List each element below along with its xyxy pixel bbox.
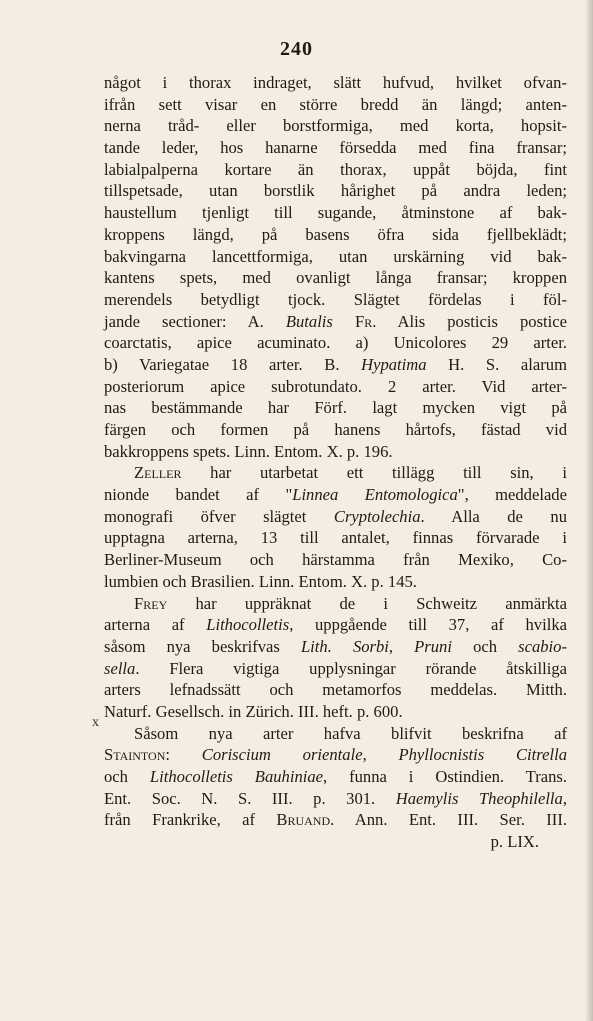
text-line: Naturf. Gesellsch. in Zürich. III. heft. p. 600. [104, 701, 403, 721]
text-line: ifrån sett visar en större bredd än längd; anten- [104, 94, 567, 114]
text-line: Zeller har utarbetat ett tillägg till sin, i [134, 463, 567, 483]
text-line: Såsom nya arter hafva blifvit beskrifna af [134, 723, 567, 743]
text-line: arterna af Lithocolletis, uppgående till 37, af hvilka [104, 615, 567, 635]
margin-mark: x [92, 715, 99, 730]
text-line: haustellum tjenligt till sugande, åtminstone af bak- [104, 203, 567, 223]
text-line: något i thorax indraget, slätt hufvud, hvilket ofvan- [104, 73, 567, 92]
text-line: såsom nya beskrifvas Lith. Sorbi, Pruni och scabio- [104, 636, 567, 656]
text-line: tande leder, hos hanarne försedda med fina fransar; [104, 138, 567, 158]
text-line: Ent. Soc. N. S. III. p. 301. Haemylis Theophilella, [104, 788, 567, 808]
text-line: bakvingarna lancettformiga, utan urskärning vid bak- [104, 246, 567, 266]
text-line: kroppens längd, på basens öfra sida fjellbeklädt; [104, 224, 567, 244]
text-line: sella. Flera vigtiga upplysningar rörande åtskilliga [104, 658, 567, 678]
text-line: från Frankrike, af Bruand. Ann. Ent. III. Ser. III. [104, 810, 567, 830]
page-edge-shadow [585, 0, 593, 1021]
text-line: kantens spets, med ovanligt långa fransar; kroppen [104, 268, 567, 288]
text-line: färgen och formen på hanens hårtofs, fästad vid [104, 420, 567, 439]
text-line: nionde bandet af "Linnea Entomologica", meddelade [104, 485, 567, 505]
text-line: Stainton: Coriscium orientale, Phyllocnistis Citrella [104, 745, 567, 765]
text-line: monografi öfver slägtet Cryptolechia. Alla de nu [104, 506, 567, 526]
body-text [104, 72, 567, 853]
text-line: b) Variegatae 18 arter. B. Hypatima H. S. alarum [104, 354, 567, 374]
text-line: tillspetsade, utan borstlik hårighet på andra leden; [104, 181, 567, 201]
text-line: arters lefnadssätt och metamorfos meddelas. Mitth. [104, 680, 567, 700]
text-line: nas bestämmande har Förf. lagt mycken vigt på [104, 398, 567, 418]
text-line: jande sectioner: A. Butalis Fr. Alis posticis postice [104, 311, 568, 331]
text-line: bakkroppens spets. Linn. Entom. X. p. 196. [104, 441, 393, 461]
text-line: labialpalperna kortare än thorax, uppåt böjda, fint [104, 159, 567, 179]
text-line: posteriorum apice subrotundato. 2 arter. Vid arter- [104, 376, 567, 396]
text-line: merendels betydligt tjock. Slägtet fördelas i föl- [104, 289, 567, 309]
text-line: lumbien och Brasilien. Linn. Entom. X. p. 145. [104, 571, 417, 591]
text-line: Frey har uppräknat de i Schweitz anmärkta [134, 593, 567, 613]
text-line: och Lithocolletis Bauhiniae, funna i Ostindien. Trans. [104, 767, 568, 786]
text-line: nerna tråd- eller borstformiga, med korta, hopsit- [104, 116, 567, 136]
page-number: 240 [280, 38, 313, 60]
text-line: coarctatis, apice acuminato. a) Unicolores 29 arter. [104, 333, 567, 353]
text-line: Berliner-Museum och härstamma från Mexiko, Co- [104, 550, 567, 570]
text-line: upptagna arterna, 13 till antalet, finnas förvarade i [104, 528, 567, 548]
text-line: p. LIX. [490, 832, 539, 852]
